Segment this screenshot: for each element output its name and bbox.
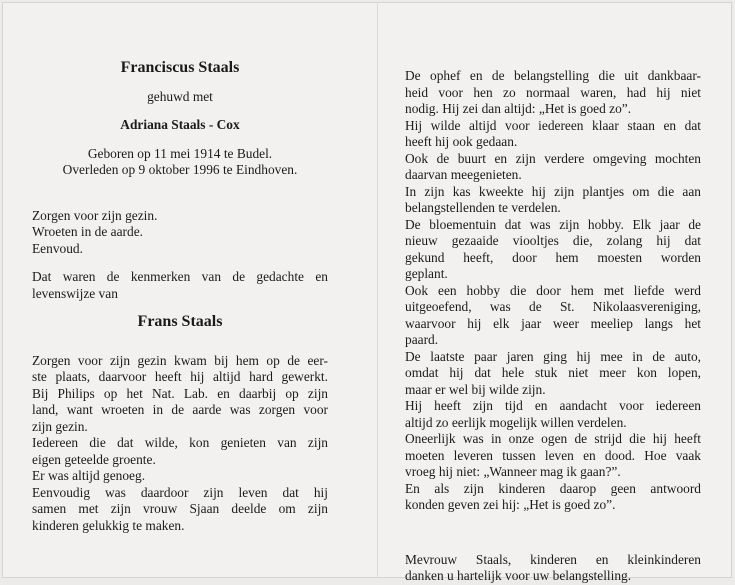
text-line: maar er wel bij wilde zijn. <box>405 381 546 397</box>
spouse-name: Adriana Staals - Cox <box>120 117 240 132</box>
intro-text <box>32 269 328 302</box>
text-line: gekund heeft, door hem moesten worden <box>405 249 701 265</box>
text-line: Iedereen die dat wilde, kon genieten van zijn <box>32 435 328 450</box>
text-line: Oneerlijk was in onze ogen de strijd die hij heeft <box>405 431 701 446</box>
text-line: De laatste paar jaren ging hij mee in de auto, <box>405 348 701 364</box>
text-line: kinderen gelukkig te maken. <box>32 517 185 533</box>
text-line: Eenvoudig was daardoor zijn leven dat hij <box>32 484 328 500</box>
text-line: land, want wroeten in de aarde was zorgen voor <box>32 402 328 417</box>
left-body-text <box>32 353 328 535</box>
text-line: altijd zo eerlijk mogelijk willen verdelen. <box>405 414 627 430</box>
text-line: De bloementuin dat was zijn hobby. Elk jaar de <box>405 216 701 232</box>
text-line: En als zijn kinderen daarop geen antwoord <box>405 480 701 496</box>
text-line: paard. <box>405 332 439 347</box>
text-line: nodig. Hij zei dan altijd: „Het is goed zo”. <box>405 101 632 116</box>
text-line: daarvan meegenieten. <box>405 167 522 182</box>
thanks-line: Mevrouw Staals, kinderen en kleinkinderen <box>405 551 701 567</box>
deceased-full-name: Franciscus Staals <box>120 59 240 76</box>
text-line: heid voor hen zo normaal waren, had hij niet <box>405 84 701 100</box>
text-line: uitgeoefend, was de St. Nikolaasvereniging, <box>405 299 701 314</box>
motto <box>32 208 328 258</box>
text-line: vroeg hij niet: „Wanneer mag ik gaan?”. <box>405 464 621 479</box>
text-line: geplant. <box>405 266 448 281</box>
married-text: gehuwd met <box>147 88 213 104</box>
right-page <box>405 68 701 585</box>
text-line: eigen geteelde groente. <box>32 451 156 467</box>
right-body-text <box>405 68 701 514</box>
text-line: moeten leveren tussen leven en dood. Hoe vaak <box>405 447 701 463</box>
text-line: Hij heeft zijn tijd en aandacht voor iedereen <box>405 398 701 413</box>
thanks-line: danken u hartelijk voor uw belangstelling. <box>405 568 632 583</box>
motto-line: Wroeten in de aarde. <box>32 224 143 239</box>
text-line: konden geven zei hij: „Het is goed zo”. <box>405 497 616 512</box>
text-line: Ook een hobby die door hem met liefde werd <box>405 282 701 298</box>
text-line: nieuw gezaaide viooltjes die, zolang hij dat <box>405 233 701 248</box>
motto-line: Zorgen voor zijn gezin. <box>32 207 158 223</box>
intro-line: levenswijze van <box>32 285 118 301</box>
text-line: omdat hij dat hele stuk niet meer kon lopen, <box>405 365 701 380</box>
text-line: Ook de buurt en zijn verdere omgeving mochten <box>405 150 701 166</box>
text-line: Hij wilde altijd voor iedereen klaar staan en dat <box>405 117 701 133</box>
death-line: Overleden op 9 oktober 1996 te Eindhoven. <box>62 162 298 177</box>
text-line: Zorgen voor zijn gezin kwam bij hem op de eer- <box>32 352 328 368</box>
text-line: belangstellenden te verdelen. <box>405 200 561 215</box>
text-line: De ophef en de belangstelling die uit dankbaar- <box>405 68 701 83</box>
text-line: zijn gezin. <box>32 418 88 434</box>
text-line: heeft hij ook gedaan. <box>405 134 518 149</box>
life-dates <box>32 146 328 179</box>
left-page <box>32 60 328 534</box>
birth-line: Geboren op 11 mei 1914 te Budel. <box>87 145 273 161</box>
text-line: ste plaats, daarvoor heeft hij altijd hard gewerkt. <box>32 369 328 384</box>
text-line: Bij Philips op het Nat. Lab. en daarbij op zijn <box>32 385 328 401</box>
motto-line: Eenvoud. <box>32 240 83 256</box>
card-fold <box>377 2 378 578</box>
text-line: Er was altijd genoeg. <box>32 468 146 483</box>
text-line: waarvoor hij elk jaar weer meeliep langs het <box>405 315 701 331</box>
intro-line: Dat waren de kenmerken van de gedachte en <box>32 269 328 284</box>
text-line: In zijn kas kweekte hij zijn plantjes om die aan <box>405 183 701 199</box>
text-line: samen met zijn vrouw Sjaan deelde om zijn <box>32 501 328 516</box>
deceased-name: Frans Staals <box>137 313 223 330</box>
